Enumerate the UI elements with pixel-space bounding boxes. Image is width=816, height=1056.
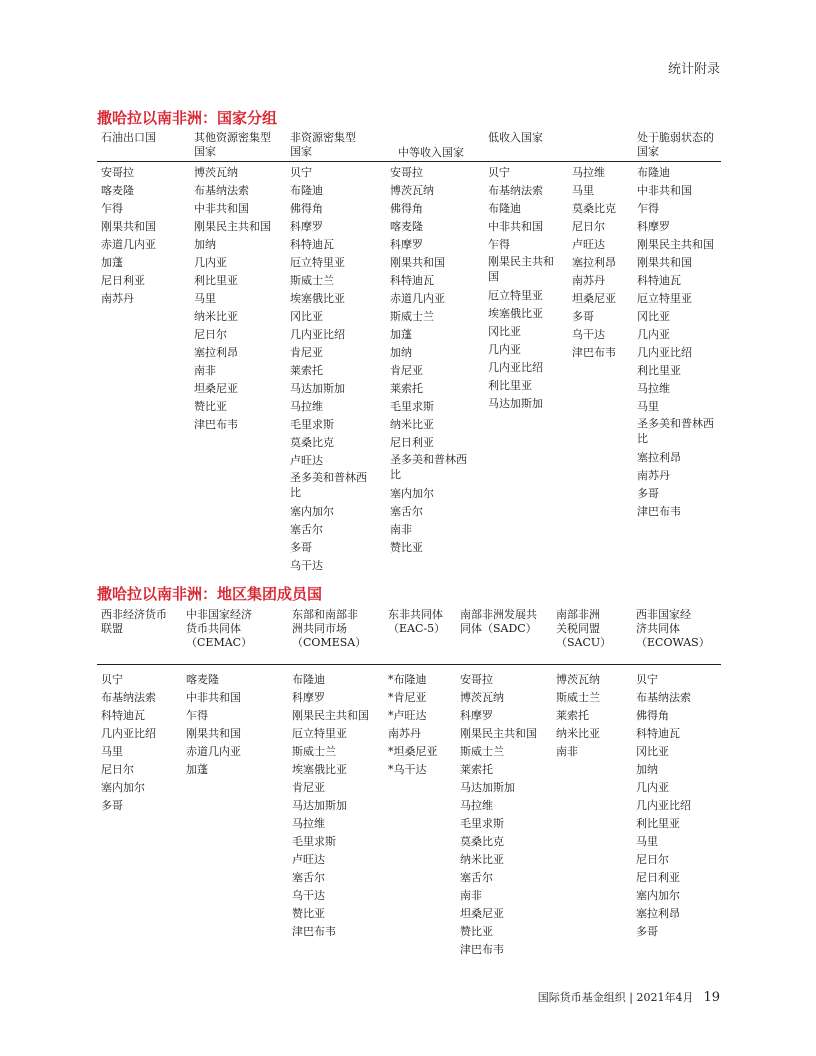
list-item: *肯尼亚 [388,691,427,704]
list-item: 马拉维 [292,817,325,830]
list-item: 布基纳法索 [636,691,691,704]
list-item: 冈比亚 [290,310,323,323]
list-item: 马里 [637,400,659,413]
list-item: 厄立特里亚 [637,292,692,305]
list-item: 莱索托 [460,763,493,776]
list-item: 喀麦隆 [101,184,134,197]
list-item: 几内亚 [637,328,670,341]
list-item: 斯威士兰 [290,274,334,287]
list-item: 科摩罗 [290,220,323,233]
col-header-line: 西非国家经 [636,608,691,621]
list-item: 卢旺达 [290,454,323,467]
col-header-non-resource [290,131,356,159]
list-item: 加蓬 [390,328,412,341]
list-item: 多哥 [572,310,594,323]
list-item: 埃塞俄比亚 [292,763,347,776]
col-header-line: 中等收入国家 [398,146,464,159]
list-item: 尼日利亚 [390,436,434,449]
list-item: 马拉维 [460,799,493,812]
list-item: 刚果民主共和国 [460,727,537,740]
list-item: 几内亚 [636,781,669,794]
list-item: 坦桑尼亚 [460,907,504,920]
col-header-line: 联盟 [101,622,123,635]
list-sadc [460,671,554,959]
list-item: 莫桑比克 [572,202,616,215]
list-item: 乍得 [637,202,659,215]
list-item: 赞比亚 [292,907,325,920]
col-header-waemu [101,608,167,636]
list-item: 津巴布韦 [292,925,336,938]
list-item: 津巴布韦 [572,346,616,359]
col-header-line: 南部非洲 [556,608,600,621]
list-item: 科特迪瓦 [290,238,334,251]
list-item: 南非 [390,523,412,536]
list-item: 中非共和国 [637,184,692,197]
list-item: 中非共和国 [488,220,543,233]
list-item: 塞舌尔 [460,871,493,884]
list-item: 尼日利亚 [101,274,145,287]
list-item: 科特迪瓦 [390,274,434,287]
list-item: 尼日尔 [572,220,605,233]
list-item: 马达加斯加 [488,397,543,410]
list-item: 塞舌尔 [290,523,323,536]
list-item: 圣多美和普林西比 [290,471,367,499]
list-item: 尼日尔 [194,328,227,341]
list-item: 加纳 [194,238,216,251]
list-item: 喀麦隆 [186,673,219,686]
list-item: 加纳 [636,763,658,776]
list-item: *乌干达 [388,763,427,776]
list-item: 布隆迪 [292,673,325,686]
col-header-line: 处于脆弱状态的 [637,131,714,144]
table-rule [97,664,721,665]
list-item: 津巴布韦 [194,418,238,431]
list-item: 圣多美和普林西比 [637,417,714,445]
section-title-country-groups: 撒哈拉以南非洲：国家分组 [97,109,278,127]
list-item: 厄立特里亚 [290,256,345,269]
list-item: 莱索托 [390,382,423,395]
col-header-line: 货币共同体 [186,622,241,635]
list-item: 南苏丹 [388,727,421,740]
col-header-line: （COMESA） [292,636,367,649]
col-header-cemac [186,608,252,650]
list-item: 塞内加尔 [290,505,334,518]
list-item: 纳米比亚 [390,418,434,431]
list-item: 博茨瓦纳 [194,166,238,179]
list-item: 布基纳法索 [488,184,543,197]
list-item: 赤道几内亚 [186,745,241,758]
list-item: 津巴布韦 [637,505,681,518]
list-item: 塞内加尔 [101,781,145,794]
list-item: 斯威士兰 [460,745,504,758]
list-item: 赞比亚 [390,541,423,554]
list-item: 毛里求斯 [290,418,334,431]
list-item: 坦桑尼亚 [194,382,238,395]
list-item: 莱索托 [556,709,589,722]
list-item: 几内亚比绍 [290,328,345,341]
list-item: 科特迪瓦 [101,709,145,722]
list-item: 几内亚 [194,256,227,269]
list-item: 南苏丹 [101,292,134,305]
col-header-fragile [637,131,714,159]
list-item: 赤道几内亚 [390,292,445,305]
list-item: 斯威士兰 [390,310,434,323]
list-item: 几内亚比绍 [488,361,543,374]
list-item: *布隆迪 [388,673,427,686]
list-item: 斯威士兰 [556,691,600,704]
col-header-line: 国家 [290,145,312,158]
list-item: 刚果共和国 [186,727,241,740]
list-comesa [292,671,386,941]
list-item: 佛得角 [290,202,323,215]
list-middle-income [390,164,470,557]
list-item: 布基纳法索 [101,691,156,704]
list-item: 莱索托 [290,364,323,377]
col-header-line: 国家 [637,145,659,158]
list-item: 毛里求斯 [460,817,504,830]
table-rule [97,161,721,162]
list-item: 安哥拉 [101,166,134,179]
list-item: 布隆迪 [637,166,670,179]
list-item: 科特迪瓦 [636,727,680,740]
list-item: 科摩罗 [637,220,670,233]
col-header-line: （ECOWAS） [636,636,710,649]
list-item: 莫桑比克 [460,835,504,848]
list-item: 中非共和国 [194,202,249,215]
list-fragile [637,164,721,521]
list-item: 科摩罗 [460,709,493,722]
list-low-income-b [572,164,634,362]
list-item: 贝宁 [636,673,658,686]
list-item: 佛得角 [636,709,669,722]
list-item: 刚果民主共和国 [488,255,554,283]
list-item: 赞比亚 [194,400,227,413]
col-header-line: 东非共同体 [388,608,443,621]
list-item: 冈比亚 [636,745,669,758]
list-ecowas [636,671,720,941]
list-item: 马达加斯加 [460,781,515,794]
list-low-income-a [488,164,554,413]
list-item: 利比里亚 [637,364,681,377]
col-header-line: 石油出口国 [101,131,156,144]
list-item: 马里 [572,184,594,197]
list-item: 加蓬 [101,256,123,269]
list-item: 马达加斯加 [290,382,345,395]
list-item: 埃塞俄比亚 [290,292,345,305]
list-item: 博茨瓦纳 [460,691,504,704]
list-item: 南苏丹 [572,274,605,287]
list-item: 塞内加尔 [390,487,434,500]
list-item: 塞舌尔 [292,871,325,884]
col-header-line: 其他资源密集型 [194,131,271,144]
col-header-line: 西非经济货币 [101,608,167,621]
col-header-line: （CEMAC） [186,636,253,649]
list-item: 马里 [101,745,123,758]
list-item: 南非 [556,745,578,758]
list-item: 斯威士兰 [292,745,336,758]
list-item: 津巴布韦 [460,943,504,956]
col-header-ecowas [636,608,710,650]
list-item: 塞拉利昂 [572,256,616,269]
list-item: 乌干达 [572,328,605,341]
list-item: 乍得 [186,709,208,722]
col-header-line: 中非国家经济 [186,608,252,621]
list-item: 赤道几内亚 [101,238,156,251]
list-item: 肯尼亚 [292,781,325,794]
list-item: 卢旺达 [572,238,605,251]
list-item: 南非 [194,364,216,377]
list-item: 冈比亚 [488,325,521,338]
list-item: 乍得 [101,202,123,215]
list-item: 毛里求斯 [390,400,434,413]
list-item: 几内亚比绍 [637,346,692,359]
list-item: 刚果共和国 [637,256,692,269]
list-item: 利比里亚 [488,379,532,392]
col-header-line: 洲共同市场 [292,622,347,635]
list-item: 马里 [636,835,658,848]
col-header-line: 南部非洲发展共 [460,608,537,621]
list-eac [388,671,456,779]
list-non-resource [290,164,372,575]
list-item: 埃塞俄比亚 [488,307,543,320]
list-item: 南苏丹 [637,469,670,482]
list-item: 马拉维 [637,382,670,395]
list-item: 卢旺达 [292,853,325,866]
page-number: 19 [703,990,720,1005]
list-other-resource [194,164,286,434]
col-header-line: 同体（SADC） [460,622,537,635]
col-header-oil-exporters [101,131,156,145]
list-item: 马拉维 [572,166,605,179]
list-item: 多哥 [290,541,312,554]
list-item: 莫桑比克 [290,436,334,449]
col-header-low-income [488,131,543,145]
list-item: 纳米比亚 [460,853,504,866]
col-header-line: 低收入国家 [488,131,543,144]
list-item: 马里 [194,292,216,305]
list-item: 尼日尔 [636,853,669,866]
col-header-other-resource [194,131,271,159]
list-item: 冈比亚 [637,310,670,323]
list-item: 乍得 [488,238,510,251]
running-header: 统计附录 [667,62,720,77]
list-item: 刚果共和国 [390,256,445,269]
list-item: 几内亚 [488,343,521,356]
list-item: 多哥 [636,925,658,938]
col-header-line: 国家 [194,145,216,158]
list-item: 毛里求斯 [292,835,336,848]
col-header-line: 非资源密集型 [290,131,356,144]
list-waemu [101,671,183,815]
list-item: 塞内加尔 [636,889,680,902]
list-oil-exporters [101,164,189,308]
list-item: 坦桑尼亚 [572,292,616,305]
list-item: 加蓬 [186,763,208,776]
list-item: 肯尼亚 [390,364,423,377]
list-item: 利比里亚 [194,274,238,287]
col-header-line: 东部和南部非 [292,608,358,621]
list-item: 博茨瓦纳 [556,673,600,686]
list-item: 刚果民主共和国 [292,709,369,722]
list-item: 科摩罗 [390,238,423,251]
col-header-line: （EAC-5） [388,622,446,635]
list-item: 南非 [460,889,482,902]
list-item: 塞拉利昂 [194,346,238,359]
list-item: 塞拉利昂 [637,451,681,464]
col-header-sacu [556,608,611,650]
page-footer [538,989,720,1005]
list-item: 肯尼亚 [290,346,323,359]
list-item: 乌干达 [290,559,323,572]
list-item: 几内亚比绍 [636,799,691,812]
col-header-comesa [292,608,366,650]
list-item: 赞比亚 [460,925,493,938]
col-header-sadc [460,608,537,636]
list-item: 乌干达 [292,889,325,902]
list-cemac [186,671,286,779]
col-header-middle-income [398,146,464,160]
list-item: 安哥拉 [390,166,423,179]
list-item: 利比里亚 [636,817,680,830]
list-item: 贝宁 [488,166,510,179]
list-item: 多哥 [101,799,123,812]
list-item: 贝宁 [101,673,123,686]
list-item: 科摩罗 [292,691,325,704]
list-item: 塞舌尔 [390,505,423,518]
col-header-line: （SACU） [556,636,612,649]
list-sacu [556,671,632,761]
list-item: 刚果共和国 [101,220,156,233]
list-item: 厄立特里亚 [488,289,543,302]
col-header-eac [388,608,445,636]
list-item: 马拉维 [290,400,323,413]
list-item: 圣多美和普林西比 [390,453,467,481]
list-item: 塞拉利昂 [636,907,680,920]
footer-publisher: 国际货币基金组织 | 2021年4月 [537,991,694,1004]
list-item: 纳米比亚 [194,310,238,323]
list-item: 加纳 [390,346,412,359]
list-item: 喀麦隆 [390,220,423,233]
list-item: 科特迪瓦 [637,274,681,287]
list-item: 刚果民主共和国 [637,238,714,251]
list-item: 几内亚比绍 [101,727,156,740]
list-item: 尼日尔 [101,763,134,776]
list-item: 中非共和国 [186,691,241,704]
list-item: 布隆迪 [290,184,323,197]
list-item: 布基纳法索 [194,184,249,197]
list-item: 多哥 [637,487,659,500]
list-item: *坦桑尼亚 [388,745,438,758]
list-item: 安哥拉 [460,673,493,686]
col-header-line: 济共同体 [636,622,680,635]
section-title-regional-groups: 撒哈拉以南非洲：地区集团成员国 [97,585,323,603]
list-item: 厄立特里亚 [292,727,347,740]
list-item: 博茨瓦纳 [390,184,434,197]
list-item: 纳米比亚 [556,727,600,740]
list-item: 尼日利亚 [636,871,680,884]
list-item: 刚果民主共和国 [194,220,271,233]
col-header-line: 关税同盟 [556,622,600,635]
list-item: 贝宁 [290,166,312,179]
list-item: 佛得角 [390,202,423,215]
list-item: 马达加斯加 [292,799,347,812]
list-item: 布隆迪 [488,202,521,215]
list-item: *卢旺达 [388,709,427,722]
